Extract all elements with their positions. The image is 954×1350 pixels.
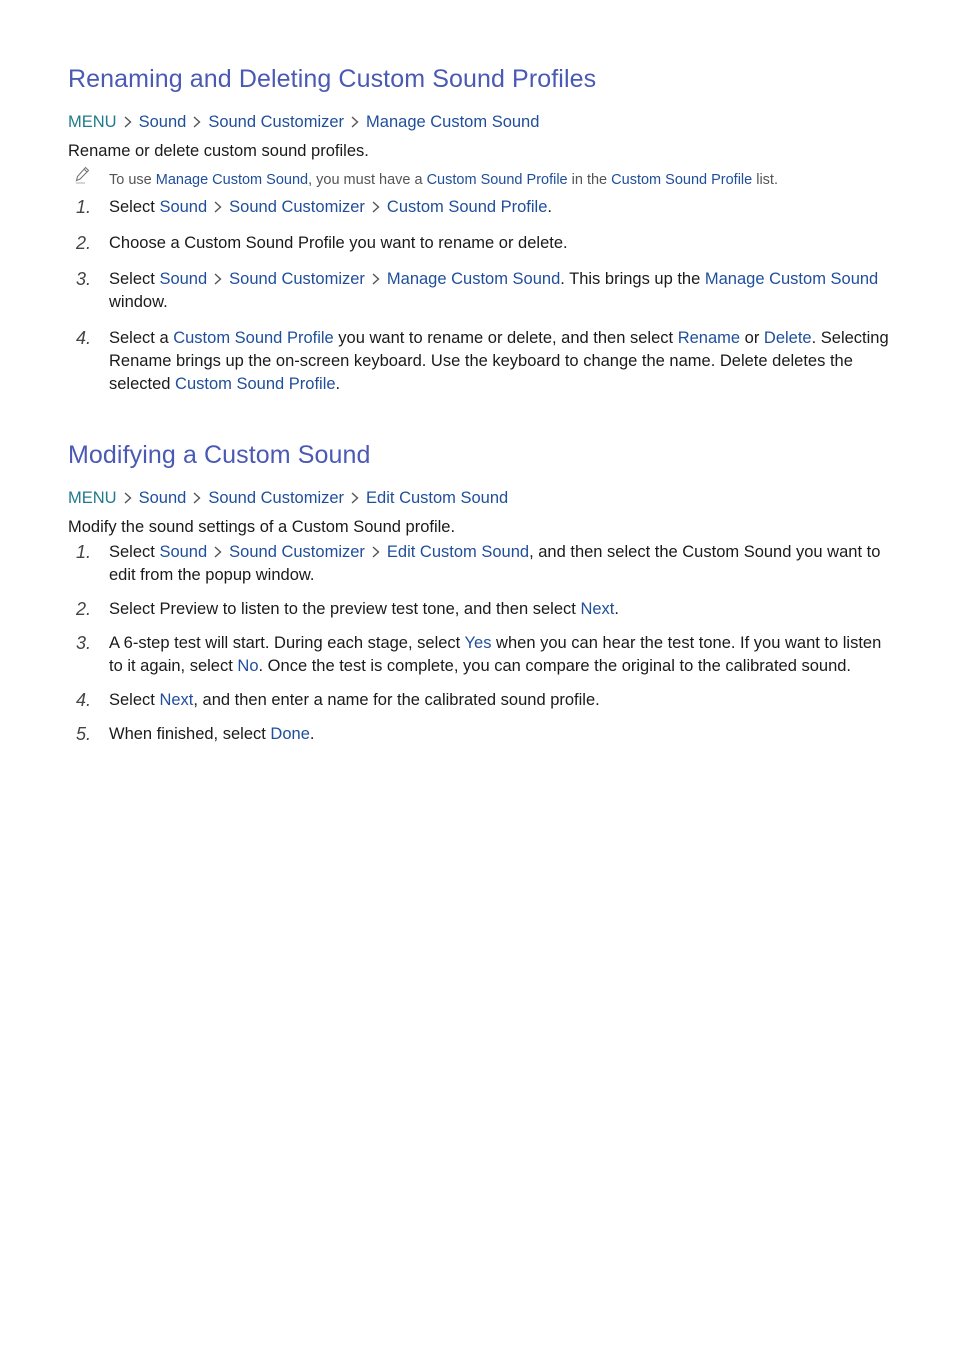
step-text: Choose a Custom Sound Profile you want to rename or delete. — [109, 234, 568, 252]
chevron-right-icon — [372, 201, 380, 213]
list-item — [68, 268, 898, 314]
step-link[interactable]: Edit Custom Sound — [386, 543, 530, 561]
step-link[interactable]: Manage Custom Sound — [704, 270, 879, 288]
breadcrumb-sound-customizer[interactable]: Sound Customizer — [208, 113, 345, 131]
note-link[interactable]: Manage Custom Sound — [155, 172, 309, 188]
step-link[interactable]: Custom Sound Profile — [386, 198, 548, 216]
step-text: Select — [109, 198, 160, 216]
pencil-icon — [74, 166, 90, 184]
list-item — [68, 598, 898, 621]
step-link[interactable]: Custom Sound Profile — [175, 375, 336, 393]
step-link[interactable]: Sound — [159, 198, 208, 216]
breadcrumb — [68, 487, 898, 509]
step-text: Select — [109, 691, 160, 709]
list-item — [68, 723, 898, 746]
step-link[interactable]: Done — [270, 725, 310, 743]
section-intro: Rename or delete custom sound profiles. — [68, 142, 369, 160]
step-text: you want to rename or delete, and then select — [333, 329, 678, 347]
breadcrumb-manage-custom-sound[interactable]: Manage Custom Sound — [366, 113, 540, 131]
breadcrumb-sound[interactable]: Sound — [138, 489, 187, 507]
step-text: Select — [109, 270, 160, 288]
step-number: 1. — [76, 197, 92, 217]
steps-list — [68, 541, 898, 746]
section-intro: Modify the sound settings of a Custom Sound profile. — [68, 518, 456, 536]
section-title: Modifying a Custom Sound — [68, 441, 371, 469]
step-text: . — [335, 375, 341, 393]
breadcrumb-edit-custom-sound[interactable]: Edit Custom Sound — [366, 489, 509, 507]
chevron-right-icon — [193, 116, 201, 128]
section-title: Renaming and Deleting Custom Sound Profiles — [68, 65, 597, 93]
step-number: 5. — [76, 724, 92, 744]
step-link[interactable]: Next — [580, 600, 615, 618]
chevron-right-icon — [124, 492, 132, 504]
breadcrumb-menu[interactable]: MENU — [68, 489, 117, 507]
step-text: . — [614, 600, 619, 618]
chevron-right-icon — [372, 273, 380, 285]
step-link[interactable]: Sound — [159, 270, 208, 288]
chevron-right-icon — [214, 201, 222, 213]
step-text: Select — [109, 543, 160, 561]
step-text: or — [740, 329, 764, 347]
breadcrumb — [68, 111, 898, 133]
step-link[interactable]: Delete — [763, 329, 812, 347]
breadcrumb-menu[interactable]: MENU — [68, 113, 117, 131]
list-item — [68, 632, 898, 678]
step-number: 3. — [76, 633, 92, 653]
note-link[interactable]: Custom Sound Profile — [426, 172, 568, 188]
step-text: window. — [109, 293, 168, 311]
list-item — [68, 541, 898, 587]
chevron-right-icon — [351, 116, 359, 128]
step-link[interactable]: Manage Custom Sound — [386, 270, 561, 288]
step-text: . This brings up the — [560, 270, 705, 288]
step-number: 1. — [76, 542, 92, 562]
chevron-right-icon — [214, 273, 222, 285]
breadcrumb-sound-customizer[interactable]: Sound Customizer — [208, 489, 345, 507]
section-renaming-deleting — [68, 60, 898, 396]
step-number: 4. — [76, 328, 92, 348]
chevron-right-icon — [351, 492, 359, 504]
step-text: A 6-step test will start. During each stage, select — [109, 634, 465, 652]
step-number: 2. — [76, 599, 92, 619]
step-number: 3. — [76, 269, 92, 289]
step-text: . Selecting Rename brings up the on-screen keyboard. Use the keyboard to change the name. Delete deletes the selected — [109, 329, 889, 393]
list-item — [68, 689, 898, 712]
step-text: Select Preview to listen to the preview test tone, and then select — [109, 600, 581, 618]
step-link[interactable]: No — [237, 657, 259, 675]
chevron-right-icon — [124, 116, 132, 128]
step-link[interactable]: Sound Customizer — [229, 198, 365, 216]
step-text: . Once the test is complete, you can compare the original to the calibrated sound. — [258, 657, 852, 675]
step-link[interactable]: Custom Sound Profile — [173, 329, 334, 347]
chevron-right-icon — [372, 546, 380, 558]
step-link[interactable]: Next — [159, 691, 194, 709]
list-item — [68, 327, 898, 396]
step-text: Select a — [109, 329, 174, 347]
step-text: . — [309, 725, 315, 743]
note-link[interactable]: Custom Sound Profile — [611, 172, 753, 188]
step-text: . — [547, 198, 552, 216]
step-link[interactable]: Sound Customizer — [229, 543, 365, 561]
list-item — [68, 232, 898, 255]
list-item — [68, 196, 898, 219]
step-link[interactable]: Sound — [159, 543, 208, 561]
step-text: , and then select the Custom Sound you want to edit from the popup window. — [109, 543, 881, 584]
section-modifying — [68, 436, 898, 746]
document-page — [68, 60, 898, 746]
step-number: 2. — [76, 233, 92, 253]
chevron-right-icon — [193, 492, 201, 504]
step-link[interactable]: Sound Customizer — [229, 270, 365, 288]
step-text: when you can hear the test tone. If you want to listen to it again, select — [109, 634, 882, 675]
chevron-right-icon — [214, 546, 222, 558]
breadcrumb-sound[interactable]: Sound — [138, 113, 187, 131]
step-text: When finished, select — [109, 725, 271, 743]
step-number: 4. — [76, 690, 92, 710]
step-text: , and then enter a name for the calibrated sound profile. — [193, 691, 600, 709]
note: To use Manage Custom Sound, you must have a Custom Sound Profile in the Custom Sound Profile list. — [68, 170, 898, 190]
step-link[interactable]: Yes — [464, 634, 492, 652]
steps-list — [68, 196, 898, 396]
step-link[interactable]: Rename — [677, 329, 741, 347]
